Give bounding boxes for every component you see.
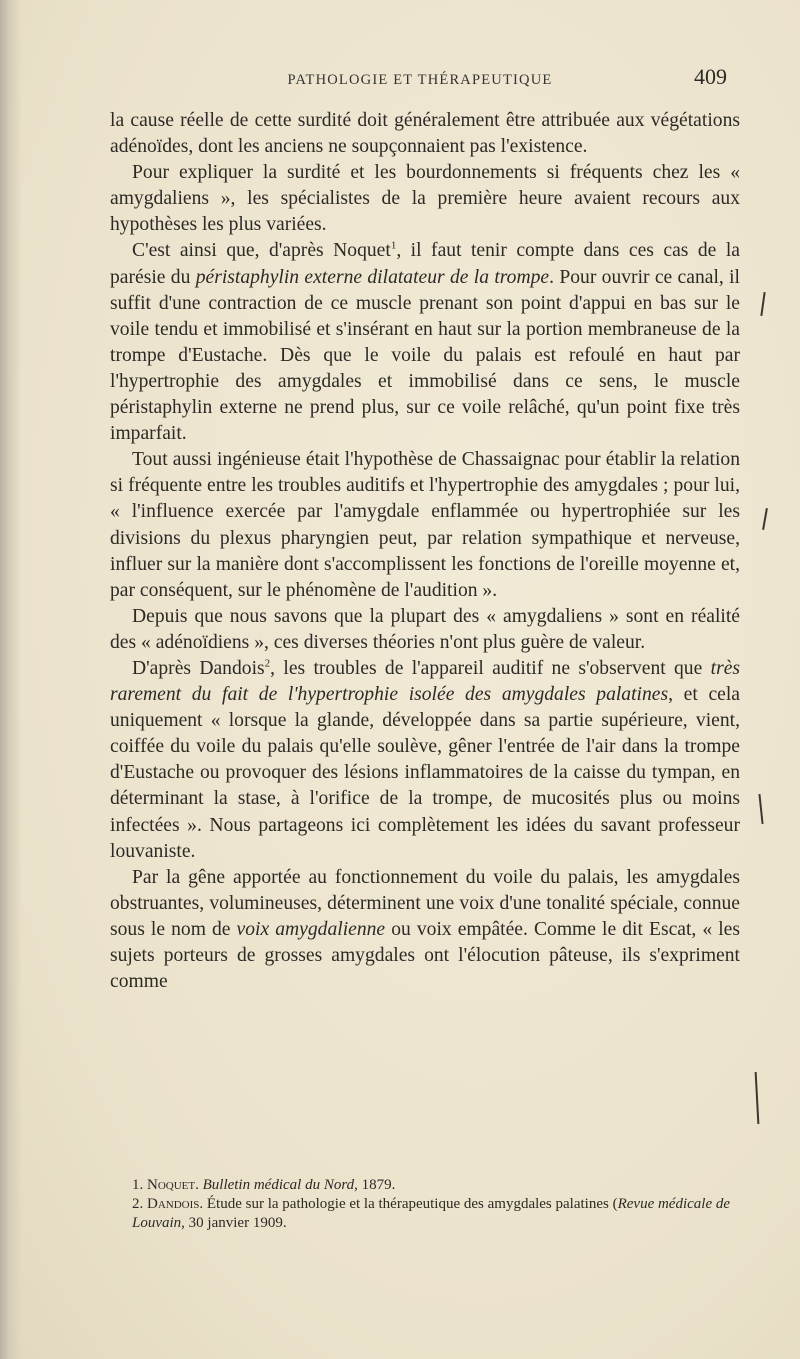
paragraph-3-mid: , il faut tenir compte dans ces cas de la parésie du [110, 240, 740, 288]
footnote-2 [110, 1195, 740, 1233]
footnotes [110, 1176, 740, 1233]
paragraph-6-end: , et cela uniquement « lorsque la glande, développée dans sa partie supérieure, vient, coiffée du voile du palais qu'elle soulève, gêner l'entrée de l'air dans la trompe d'Eustache ou provoquer des lésions inflammatoires de la caisse du tympan, en déterminant la stase, à l'orifice de la trompe, de mucosités plus ou moins infectées ». Nous partageons ici complètement les idées du savant professeur louvaniste. [110, 684, 741, 862]
footnote-1-sep: . [195, 1177, 203, 1193]
paragraph-3-italic: péristaphylin externe dilatateur de la trompe [195, 266, 550, 288]
paragraph-5: Depuis que nous savons que la plupart des « amygdaliens » sont en réalité des « adénoïdiens », ces diverses théories n'ont plus guère de valeur. [110, 605, 740, 653]
body-text [110, 108, 740, 995]
running-header: PATHOLOGIE ET THÉRAPEUTIQUE [287, 72, 553, 88]
paragraph-7-italic: voix amygdalienne [236, 918, 386, 940]
footnote-2-rest: , 30 janvier 1909. [181, 1215, 287, 1231]
footnote-1-number: 1. [132, 1177, 144, 1193]
footnote-2-title: Revue médicale de Louvain [132, 1196, 731, 1231]
paragraph-7-start: Par la gêne apportée au fonctionnement du voile du palais, les amygdales obstruantes, volumineuses, déterminent une voix d'une tonalité spéciale, connue sous le nom de [110, 866, 740, 940]
paragraph-6-start: D'après Dandois [132, 657, 265, 679]
footnote-1-author: Noquet [147, 1177, 196, 1193]
paragraph-3 [110, 238, 740, 447]
paragraph-1: la cause réelle de cette surdité doit généralement être attribuée aux végétations adénoïdes, dont les anciens ne soupçonnaient pas l'existence. [110, 110, 740, 158]
margin-mark-2 [762, 508, 768, 530]
paragraph-6-italic: très rarement du fait de l'hypertrophie isolée des amygdales palatines [110, 657, 741, 706]
margin-mark-3 [758, 794, 763, 824]
footnote-ref-2[interactable]: 2 [264, 657, 271, 670]
paragraph-6 [110, 656, 740, 865]
footnote-2-author: Dandois [147, 1196, 200, 1212]
paragraph-4: Tout aussi ingénieuse était l'hypothèse de Chassaignac pour établir la relation si fréquente entre les troubles auditifs et l'hypertrophie des amygdales ; pour lui, « l'influence exercée par l'amygdale enflammée ou hypertrophiée sur les divisions du plexus pharyngien peut, par relation sympathique et nerveuse, influer sur la manière dont s'accomplissent les fonctions de l'oreille moyenne et, par conséquent, sur le phénomène de l'audition ». [110, 449, 740, 601]
footnote-1-title: Bulletin médical du Nord [202, 1177, 355, 1193]
page-binding-edge [0, 0, 22, 1359]
footnote-2-text: . Étude sur la pathologie et la thérapeutique des amygdales palatines ( [199, 1196, 618, 1212]
footnote-ref-1[interactable]: 1 [390, 239, 397, 252]
footnote-2-number: 2. [132, 1196, 144, 1212]
page-number: 409 [694, 64, 727, 89]
footnote-1-rest: , 1879. [354, 1177, 396, 1193]
footnote-1 [110, 1176, 740, 1195]
paragraph-7-end: ou voix empâtée. Comme le dit Escat, « les sujets porteurs de grosses amygdales ont l'élocution pâteuse, ils s'expriment comme [110, 918, 740, 993]
paragraph-7 [110, 865, 740, 995]
paragraph-3-start: C'est ainsi que, d'après Noquet [132, 240, 391, 262]
paragraph-3-end: . Pour ouvrir ce canal, il suffit d'une contraction de ce muscle prenant son point d'appui en bas sur le voile tendu et immobilisé et s'insérant en haut sur la portion membraneuse de la trompe d'Eustache. Dès que le voile du palais est refoulé en haut par l'hypertrophie des amygdales et immobilisé dans ce sens, le muscle péristaphylin externe ne prend plus, sur ce voile relâché, qu'un point fixe très imparfait. [110, 266, 740, 445]
margin-mark-1 [760, 292, 765, 316]
paragraph-2: Pour expliquer la surdité et les bourdonnements si fréquents chez les « amygdaliens », les spécialistes de la première heure avaient recours aux hypothèses les plus variées. [110, 162, 740, 236]
paragraph-6-mid: , les troubles de l'appareil auditif ne s'observent que [270, 657, 711, 679]
margin-mark-4 [755, 1072, 760, 1124]
